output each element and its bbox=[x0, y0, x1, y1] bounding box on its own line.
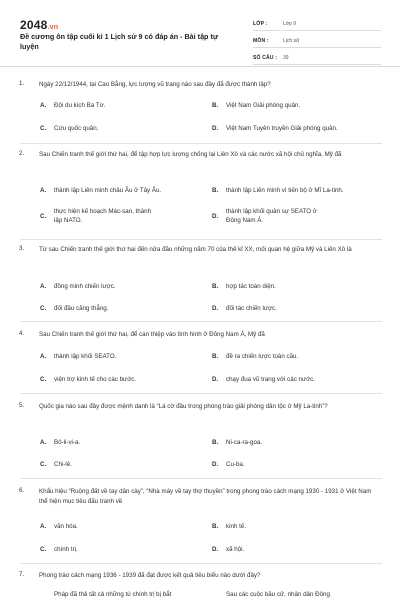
meta-key: SỐ CÂU : bbox=[253, 54, 278, 61]
option-a[interactable] bbox=[40, 438, 80, 447]
option-letter: D. bbox=[212, 546, 219, 554]
option-c[interactable] bbox=[40, 304, 108, 313]
option-letter: C. bbox=[40, 376, 47, 384]
meta-value: 39 bbox=[283, 54, 289, 61]
question-6 bbox=[0, 487, 400, 507]
option-text: chính trị. bbox=[54, 546, 78, 553]
question-3 bbox=[0, 245, 400, 255]
option-b[interactable] bbox=[212, 186, 344, 195]
option-text: thành lập Liên minh châu Âu ở Tây Âu. bbox=[54, 187, 162, 194]
option-a[interactable] bbox=[40, 352, 116, 361]
question-number: 7. bbox=[19, 571, 25, 578]
option-text: viện trợ kinh tế cho các bước. bbox=[54, 376, 137, 383]
question-number: 6. bbox=[19, 487, 25, 494]
option-text: thực hiện kế hoạch Mác-san, thành lập NATO. bbox=[54, 208, 152, 225]
option-d[interactable] bbox=[212, 304, 277, 313]
option-letter: C. bbox=[40, 305, 47, 313]
option-a[interactable] bbox=[40, 282, 116, 291]
question-number: 4. bbox=[19, 330, 25, 337]
meta-key: LỚP : bbox=[253, 20, 268, 27]
question-2 bbox=[0, 150, 400, 160]
question-text: Ngày 22/12/1944, tại Cao Bằng, lực lượng vũ trang nào sau đây đã được thành lập? bbox=[39, 81, 271, 88]
option-letter: A. bbox=[40, 102, 47, 110]
option-letter: B. bbox=[212, 187, 219, 195]
option-text: đối tác chiến lược. bbox=[226, 305, 277, 312]
meta-row-grade bbox=[253, 17, 381, 31]
option-letter: A. bbox=[40, 439, 47, 447]
option-letter: B. bbox=[212, 102, 219, 110]
option-a[interactable] bbox=[40, 590, 171, 599]
option-text: thành lập Liên minh vì tiến bộ ở Mĩ La-tinh. bbox=[226, 187, 344, 194]
option-d[interactable] bbox=[212, 124, 338, 133]
document-meta bbox=[253, 17, 381, 68]
document-title: Đề cương ôn tập cuối kì 1 Lịch sử 9 có đáp án - Bài tập tự luyện bbox=[20, 32, 219, 51]
option-letter: C. bbox=[40, 212, 47, 220]
option-text: kinh tế. bbox=[226, 523, 246, 530]
option-text: Bô-li-vi-a. bbox=[54, 439, 81, 446]
option-c[interactable] bbox=[40, 375, 136, 384]
question-divider bbox=[20, 393, 382, 394]
meta-value: Lớp 9 bbox=[283, 20, 297, 27]
option-d[interactable] bbox=[212, 375, 315, 384]
question-text: Từ sau Chiến tranh thế giới thứ hai đến nửa đầu những năm 70 của thế kỉ XX, mối quan hệ giữa Mỹ và Liên Xô là bbox=[39, 246, 352, 253]
option-b[interactable] bbox=[212, 352, 298, 361]
logo-text: 2048 bbox=[20, 18, 48, 32]
option-text: Đội du kích Ba Tơ. bbox=[54, 102, 106, 109]
option-b[interactable] bbox=[212, 282, 276, 291]
option-text: đề ra chiến lược toàn cầu. bbox=[226, 353, 299, 360]
option-letter: A. bbox=[40, 283, 47, 291]
meta-row-count bbox=[253, 51, 381, 65]
option-letter: B. bbox=[212, 353, 219, 361]
option-c[interactable] bbox=[40, 207, 154, 226]
option-text: Việt Nam Tuyên truyền Giải phóng quân. bbox=[226, 125, 338, 132]
question-text: Quốc gia nào sau đây được mệnh danh là “Lá cờ đầu trong phong trào giải phóng dân tộc ở Mỹ La-tinh”? bbox=[39, 403, 328, 410]
option-letter: D. bbox=[212, 461, 219, 469]
option-a[interactable] bbox=[40, 522, 78, 531]
option-letter: D. bbox=[212, 125, 219, 133]
option-a[interactable] bbox=[40, 101, 105, 110]
option-text: Cứu quốc quân. bbox=[54, 125, 99, 132]
option-text: thành lập khối quân sự SEATO ở Đông Nam Á. bbox=[226, 208, 317, 225]
site-logo[interactable] bbox=[20, 18, 58, 32]
option-text: Sau các cuộc bầu cử, nhân dân Đông bbox=[226, 591, 330, 598]
option-b[interactable] bbox=[212, 438, 262, 447]
question-text: Phong trào cách mạng 1936 - 1939 đã đạt được kết quả tiêu biểu nào dưới đây? bbox=[39, 572, 261, 579]
option-letter: C. bbox=[40, 546, 47, 554]
option-letter: A. bbox=[40, 523, 47, 531]
option-text: thành lập khối SEATO. bbox=[54, 353, 117, 360]
option-letter: B. bbox=[212, 439, 219, 447]
option-letter: D. bbox=[212, 305, 219, 313]
option-d[interactable] bbox=[212, 460, 245, 469]
question-number: 5. bbox=[19, 402, 25, 409]
question-1 bbox=[0, 80, 400, 90]
option-text: đồng minh chiến lược. bbox=[54, 283, 116, 290]
option-text: Chi-lê. bbox=[54, 461, 72, 468]
question-divider bbox=[20, 321, 382, 322]
option-text: văn hóa. bbox=[54, 523, 78, 530]
option-text: đối đầu căng thẳng. bbox=[54, 305, 109, 312]
option-letter: C. bbox=[40, 125, 47, 133]
option-c[interactable] bbox=[40, 460, 72, 469]
option-letter: B. bbox=[212, 283, 219, 291]
option-letter: C. bbox=[40, 461, 47, 469]
question-text: Sau Chiến tranh thế giới thứ hai, để tập hợp lực lượng chống lại Liên Xô và các nước xã hội chủ nghĩa, Mỹ đã bbox=[39, 151, 342, 158]
option-letter: B. bbox=[212, 523, 219, 531]
meta-key: MÔN : bbox=[253, 37, 269, 44]
option-a[interactable] bbox=[40, 186, 161, 195]
option-letter: A. bbox=[40, 187, 47, 195]
option-d[interactable] bbox=[212, 207, 326, 226]
question-7 bbox=[0, 571, 400, 581]
question-5 bbox=[0, 402, 400, 412]
option-text: Cu-ba. bbox=[226, 461, 245, 468]
meta-row-subject bbox=[253, 34, 381, 48]
option-c[interactable] bbox=[40, 545, 78, 554]
option-text: xã hội. bbox=[226, 546, 245, 553]
question-text: Sau Chiến tranh thế giới thứ hai, để can thiệp vào tình hình ở Đông Nam Á, Mỹ đã bbox=[39, 331, 265, 338]
option-b[interactable] bbox=[212, 590, 330, 599]
meta-value: Lịch sử bbox=[283, 37, 300, 44]
option-text: Việt Nam Giải phóng quân. bbox=[226, 102, 301, 109]
question-divider bbox=[20, 478, 382, 479]
option-text: hợp tác toàn diện. bbox=[226, 283, 276, 290]
logo-suffix: .vn bbox=[47, 24, 59, 31]
option-letter: A. bbox=[40, 353, 47, 361]
option-letter: D. bbox=[212, 376, 219, 384]
option-d[interactable] bbox=[212, 545, 244, 554]
question-number: 1. bbox=[19, 80, 25, 87]
question-number: 2. bbox=[19, 150, 25, 157]
question-divider bbox=[20, 143, 382, 144]
question-4 bbox=[0, 330, 400, 340]
question-text: Khẩu hiệu “Ruộng đất về tay dân cày”, “Nhà máy về tay thợ thuyền” trong phong trào cách mạng 1930 - 1931 ở Việt Nam thể hiện mục tiêu đấu tranh về bbox=[39, 488, 372, 506]
question-divider bbox=[20, 239, 382, 240]
option-text: chạy đua vũ trang với các nước. bbox=[226, 376, 315, 383]
option-text: Ni-ca-ra-goa. bbox=[226, 439, 263, 446]
question-divider bbox=[20, 563, 382, 564]
question-number: 3. bbox=[19, 245, 25, 252]
option-b[interactable] bbox=[212, 522, 246, 531]
option-text: Pháp đã thả tất cả những tù chính trị bị bắt bbox=[54, 591, 172, 598]
option-letter: D. bbox=[212, 212, 219, 220]
option-b[interactable] bbox=[212, 101, 300, 110]
option-c[interactable] bbox=[40, 124, 98, 133]
page-header bbox=[0, 0, 400, 67]
